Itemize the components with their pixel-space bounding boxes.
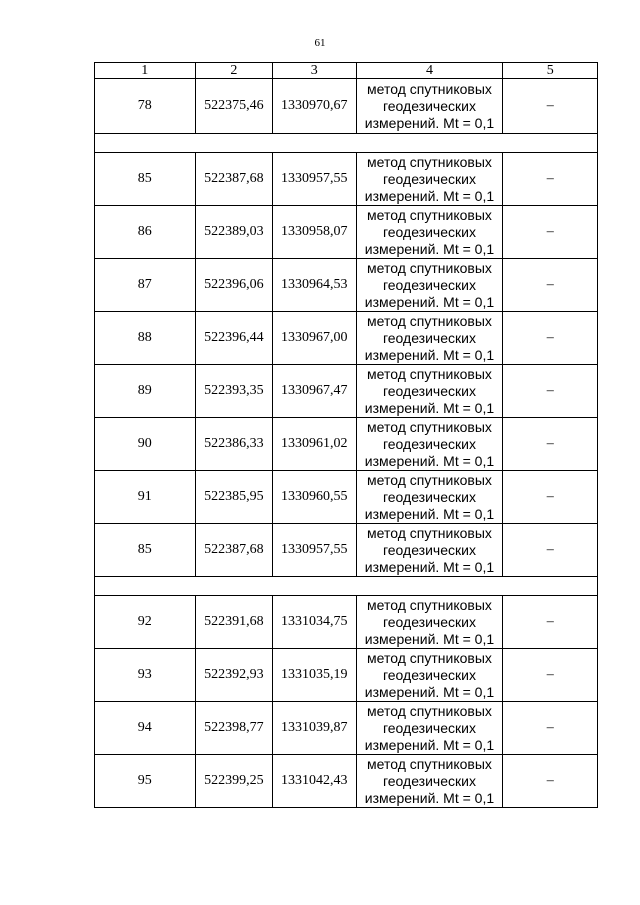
- column-header-4: 4: [356, 63, 503, 79]
- coordinate-x: 522387,68: [195, 524, 272, 577]
- coordinate-x: 522396,44: [195, 312, 272, 365]
- coordinate-y: 1330967,00: [273, 312, 356, 365]
- coordinate-y: 1331042,43: [273, 755, 356, 808]
- separator-cell: [95, 577, 598, 596]
- point-number: 86: [95, 206, 196, 259]
- column-header-2: 2: [195, 63, 272, 79]
- table-row: [95, 365, 598, 418]
- note-dash: –: [503, 365, 598, 418]
- method-description: метод спутниковых геодезических измерений. Mt = 0,1: [356, 649, 503, 702]
- coordinate-x: 522375,46: [195, 79, 272, 134]
- table-row: [95, 649, 598, 702]
- note-dash: –: [503, 755, 598, 808]
- method-description: метод спутниковых геодезических измерений. Mt = 0,1: [356, 524, 503, 577]
- coordinate-y: 1330970,67: [273, 79, 356, 134]
- table-row: [95, 312, 598, 365]
- table-row: [95, 206, 598, 259]
- column-header-3: 3: [273, 63, 356, 79]
- separator-cell: [95, 134, 598, 153]
- coordinate-x: 522398,77: [195, 702, 272, 755]
- coordinate-y: 1331039,87: [273, 702, 356, 755]
- note-dash: –: [503, 702, 598, 755]
- point-number: 85: [95, 524, 196, 577]
- method-description: метод спутниковых геодезических измерений. Mt = 0,1: [356, 596, 503, 649]
- table-header-row: [95, 63, 598, 79]
- coordinates-table: [94, 62, 598, 808]
- coordinate-y: 1331034,75: [273, 596, 356, 649]
- coordinate-x: 522385,95: [195, 471, 272, 524]
- point-number: 85: [95, 153, 196, 206]
- note-dash: –: [503, 596, 598, 649]
- coordinate-x: 522399,25: [195, 755, 272, 808]
- point-number: 87: [95, 259, 196, 312]
- point-number: 89: [95, 365, 196, 418]
- table-row: [95, 596, 598, 649]
- coordinate-y: 1330960,55: [273, 471, 356, 524]
- note-dash: –: [503, 524, 598, 577]
- note-dash: –: [503, 312, 598, 365]
- table-row: [95, 153, 598, 206]
- method-description: метод спутниковых геодезических измерений. Mt = 0,1: [356, 312, 503, 365]
- section-separator-row: [95, 577, 598, 596]
- coordinate-y: 1330964,53: [273, 259, 356, 312]
- coordinate-y: 1330961,02: [273, 418, 356, 471]
- coordinate-x: 522393,35: [195, 365, 272, 418]
- coordinate-x: 522392,93: [195, 649, 272, 702]
- note-dash: –: [503, 206, 598, 259]
- table-row: [95, 471, 598, 524]
- table-row: [95, 79, 598, 134]
- table-row: [95, 755, 598, 808]
- note-dash: –: [503, 418, 598, 471]
- note-dash: –: [503, 649, 598, 702]
- point-number: 91: [95, 471, 196, 524]
- coordinate-y: 1330957,55: [273, 153, 356, 206]
- coordinate-x: 522387,68: [195, 153, 272, 206]
- column-header-5: 5: [503, 63, 598, 79]
- method-description: метод спутниковых геодезических измерений. Mt = 0,1: [356, 206, 503, 259]
- coordinate-y: 1330957,55: [273, 524, 356, 577]
- note-dash: –: [503, 471, 598, 524]
- coordinate-x: 522386,33: [195, 418, 272, 471]
- table-row: [95, 418, 598, 471]
- method-description: метод спутниковых геодезических измерений. Mt = 0,1: [356, 755, 503, 808]
- coordinate-y: 1330967,47: [273, 365, 356, 418]
- table-row: [95, 702, 598, 755]
- point-number: 78: [95, 79, 196, 134]
- note-dash: –: [503, 259, 598, 312]
- method-description: метод спутниковых геодезических измерений. Mt = 0,1: [356, 153, 503, 206]
- table-row: [95, 524, 598, 577]
- note-dash: –: [503, 153, 598, 206]
- page-number: 61: [314, 37, 326, 49]
- point-number: 95: [95, 755, 196, 808]
- coordinate-y: 1330958,07: [273, 206, 356, 259]
- method-description: метод спутниковых геодезических измерений. Mt = 0,1: [356, 79, 503, 134]
- column-header-1: 1: [95, 63, 196, 79]
- point-number: 94: [95, 702, 196, 755]
- method-description: метод спутниковых геодезических измерений. Mt = 0,1: [356, 418, 503, 471]
- point-number: 93: [95, 649, 196, 702]
- method-description: метод спутниковых геодезических измерений. Mt = 0,1: [356, 259, 503, 312]
- method-description: метод спутниковых геодезических измерений. Mt = 0,1: [356, 702, 503, 755]
- note-dash: –: [503, 79, 598, 134]
- point-number: 92: [95, 596, 196, 649]
- coordinate-y: 1331035,19: [273, 649, 356, 702]
- coordinate-x: 522396,06: [195, 259, 272, 312]
- method-description: метод спутниковых геодезических измерений. Mt = 0,1: [356, 365, 503, 418]
- method-description: метод спутниковых геодезических измерений. Mt = 0,1: [356, 471, 503, 524]
- table-row: [95, 259, 598, 312]
- coordinate-x: 522389,03: [195, 206, 272, 259]
- point-number: 90: [95, 418, 196, 471]
- point-number: 88: [95, 312, 196, 365]
- coordinate-x: 522391,68: [195, 596, 272, 649]
- section-separator-row: [95, 134, 598, 153]
